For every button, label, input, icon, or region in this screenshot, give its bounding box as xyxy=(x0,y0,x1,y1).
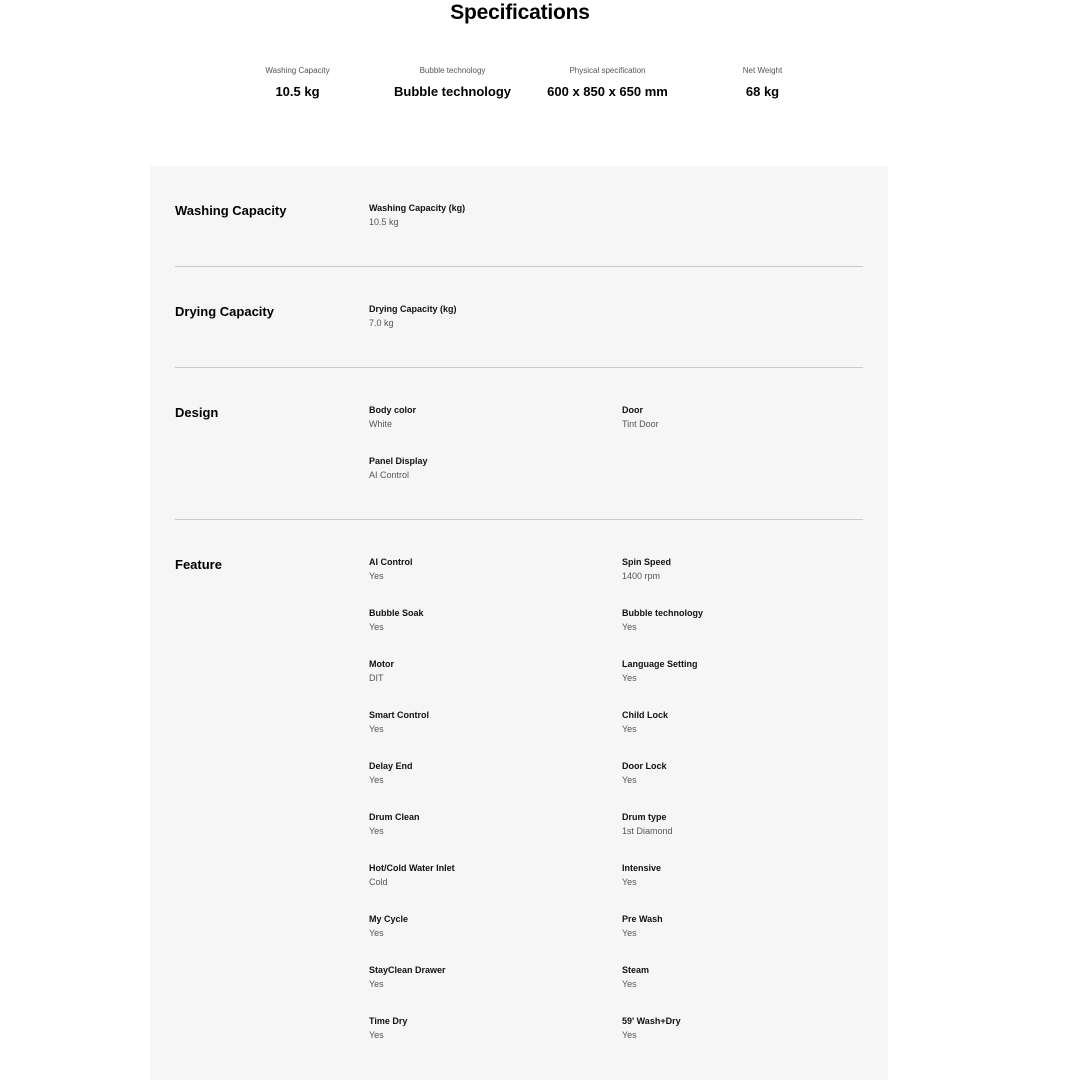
section-title-washing-capacity: Washing Capacity xyxy=(175,203,287,218)
spec-item xyxy=(369,608,599,633)
key-spec-net-weight xyxy=(685,66,840,100)
key-spec-washing-capacity xyxy=(220,66,375,100)
spec-label: StayClean Drawer xyxy=(369,965,446,975)
spec-label: 59' Wash+Dry xyxy=(622,1016,681,1026)
spec-item xyxy=(622,761,852,786)
key-spec-label: Washing Capacity xyxy=(265,66,330,75)
spec-label: Smart Control xyxy=(369,710,430,720)
spec-item xyxy=(369,914,599,939)
spec-label: Drum Clean xyxy=(369,812,420,822)
spec-item xyxy=(369,965,599,990)
spec-item xyxy=(622,608,852,633)
spec-item xyxy=(369,761,599,786)
spec-item xyxy=(369,203,599,228)
spec-label: Steam xyxy=(622,965,650,975)
spec-label: Washing Capacity (kg) xyxy=(369,203,466,213)
spec-label: Body color xyxy=(369,405,417,415)
spec-value: Tint Door xyxy=(622,419,659,429)
spec-label: Motor xyxy=(369,659,394,669)
spec-label: Drum type xyxy=(622,812,667,822)
spec-value: 1st Diamond xyxy=(622,826,673,836)
spec-value: Yes xyxy=(369,1030,384,1040)
section-title-feature: Feature xyxy=(175,557,222,572)
spec-value: Yes xyxy=(369,571,384,581)
spec-item xyxy=(622,914,852,939)
spec-label: My Cycle xyxy=(369,914,409,924)
spec-label: AI Control xyxy=(369,557,413,567)
key-spec-label: Bubble technology xyxy=(419,66,486,75)
spec-value: Yes xyxy=(369,979,384,989)
spec-label: Time Dry xyxy=(369,1016,408,1026)
spec-label: Child Lock xyxy=(622,710,669,720)
spec-value: Yes xyxy=(369,622,384,632)
spec-label: Pre Wash xyxy=(622,914,663,924)
spec-item xyxy=(622,659,852,684)
spec-item xyxy=(622,710,852,735)
spec-value: Yes xyxy=(369,775,384,785)
spec-value: Yes xyxy=(622,622,637,632)
spec-item xyxy=(369,659,599,684)
section-title-drying-capacity: Drying Capacity xyxy=(175,304,274,319)
spec-item xyxy=(369,557,599,582)
spec-item xyxy=(369,812,599,837)
spec-label: Bubble Soak xyxy=(369,608,424,618)
key-spec-physical-specification xyxy=(530,66,685,100)
spec-label: Door Lock xyxy=(622,761,667,771)
spec-value: 1400 rpm xyxy=(622,571,661,581)
spec-label: Bubble technology xyxy=(622,608,703,618)
page-title: Specifications xyxy=(450,1,590,24)
spec-item xyxy=(369,1016,599,1041)
spec-label: Delay End xyxy=(369,761,413,771)
spec-label: Intensive xyxy=(622,863,662,873)
spec-item xyxy=(622,863,852,888)
spec-value: Yes xyxy=(622,928,637,938)
spec-item xyxy=(369,405,599,430)
key-spec-value: 10.5 kg xyxy=(275,84,320,99)
specs-panel xyxy=(150,166,888,1080)
spec-item xyxy=(369,456,599,481)
spec-item xyxy=(369,304,599,329)
spec-label: Language Setting xyxy=(622,659,698,669)
spec-value: Yes xyxy=(622,673,637,683)
spec-value: DIT xyxy=(369,673,384,683)
key-spec-value: 600 x 850 x 650 mm xyxy=(547,84,668,99)
spec-label: Spin Speed xyxy=(622,557,672,567)
key-spec-value: 68 kg xyxy=(745,84,780,99)
key-spec-value: Bubble technology xyxy=(394,84,511,99)
spec-value: White xyxy=(369,419,393,429)
spec-value: Yes xyxy=(622,724,637,734)
section-title-design: Design xyxy=(175,405,219,420)
spec-value: Cold xyxy=(369,877,388,887)
spec-value: Yes xyxy=(622,775,637,785)
section-divider xyxy=(175,519,863,520)
spec-value: Yes xyxy=(369,724,384,734)
spec-value: Yes xyxy=(622,1030,637,1040)
spec-item xyxy=(369,863,599,888)
key-specs-summary xyxy=(220,66,840,100)
spec-label: Hot/Cold Water Inlet xyxy=(369,863,455,873)
spec-item xyxy=(622,1016,852,1041)
spec-label: Door xyxy=(622,405,643,415)
spec-item xyxy=(369,710,599,735)
section-divider xyxy=(175,367,863,368)
key-spec-bubble-technology xyxy=(375,66,530,100)
spec-item xyxy=(622,557,852,582)
spec-value: 10.5 kg xyxy=(369,217,399,227)
section-divider xyxy=(175,266,863,267)
key-spec-label: Net Weight xyxy=(742,66,783,75)
spec-value: Yes xyxy=(369,826,384,836)
spec-item xyxy=(622,965,852,990)
spec-value: Yes xyxy=(369,928,384,938)
spec-value: 7.0 kg xyxy=(369,318,394,328)
key-spec-label: Physical specification xyxy=(569,66,646,75)
spec-value: Yes xyxy=(622,877,637,887)
spec-item xyxy=(622,405,852,430)
spec-label: Panel Display xyxy=(369,456,428,466)
spec-value: Yes xyxy=(622,979,637,989)
spec-item xyxy=(622,812,852,837)
spec-label: Drying Capacity (kg) xyxy=(369,304,457,314)
spec-value: AI Control xyxy=(369,470,410,480)
